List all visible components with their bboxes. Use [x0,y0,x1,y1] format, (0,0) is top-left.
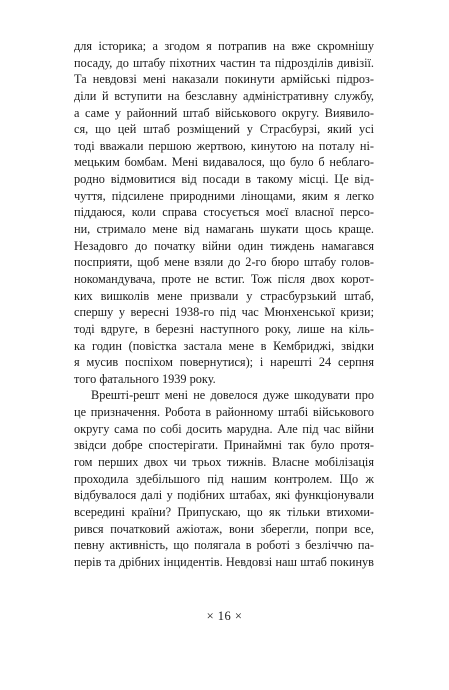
text-line: ни, стримало мене від намагань шукати щось краще. [74,222,374,237]
text-line: відбувалося далі у подібних штабах, які функціонували [74,488,374,503]
text-line: певну активність, що полягала в роботі з безліччю па- [74,538,374,553]
text-line: а саме у районний штаб військового округу. Виявило- [74,105,374,120]
text-line: тоді вдруге, в березні наступного року, лише на кіль- [74,321,374,336]
text-line: округу сама по собі досить марудна. Але під час війни [74,421,374,436]
text-line: тоді вважали першою жертвою, кинутою на поталу ні- [74,138,374,153]
text-line: ка годин (повістка застала мене в Кембриджі, звідки [74,338,374,353]
text-line: спершу у вересні 1938-го під час Мюнхенської кризи; [74,305,374,320]
paragraph-1 [74,38,374,387]
text-line: Та невдовзі мені наказали покинути армійські підроз- [74,72,374,87]
paragraph-2 [74,387,374,570]
text-line: я мусив поспіхом повернутися); і нарешті 24 серпня [74,355,374,370]
text-line: ся, що цей штаб розміщений у Страсбурзі, який усі [74,122,374,137]
text-line: діли й вступити на безславну адміністративну службу, [74,88,374,103]
text-line: гом перших двох чи трьох тижнів. Власне мобілізація [74,455,374,470]
text-line: піддаюся, коли справа стосується моєї власної персо- [74,205,374,220]
text-line: це призначення. Робота в районному штабі військового [74,405,374,420]
text-line: рився початковий ажіотаж, вони зберегли, попри все, [74,521,374,536]
text-line: чуття, підсилене природними лінощами, яким я легко [74,188,374,203]
text-line: родно відмовитися від посади в такому місці. Це від- [74,172,374,187]
text-line: звідси добре спостерігати. Принаймні так було протя- [74,438,374,453]
text-line: для історика; а згодом я потрапив на вже скромнішу [74,39,374,53]
text-line: посприяти, щоб мене взяли до 2-го бюро штабу голов- [74,255,374,270]
text-line: перів та дрібних інцидентів. Невдовзі наш штаб покинув [74,554,374,569]
text-line: нокомандувача, проте не встиг. Тож після двох корот- [74,271,374,286]
text-line: посаду, до штабу піхотних частин та підрозділів дивізії. [74,55,374,70]
text-line: проходила здебільшого під нашим контролем. Що ж [74,471,374,486]
text-line: мецьким бомбам. Мені видавалося, що було б неблаго- [74,155,374,170]
text-line: того фатального 1939 року. [74,371,216,386]
text-line: всередині країни? Припускаю, що як тільки втихоми- [74,504,374,519]
text-line: Незадовго до початку війни один тиждень намагався [74,238,374,253]
text-line: ких вишколів мене призвали у страсбурзький штаб, [74,288,374,303]
page-number: × 16 × [206,609,243,623]
text-line: Врешті-решт мені не довелося дуже шкодувати про [91,388,374,403]
body-text [74,38,374,571]
